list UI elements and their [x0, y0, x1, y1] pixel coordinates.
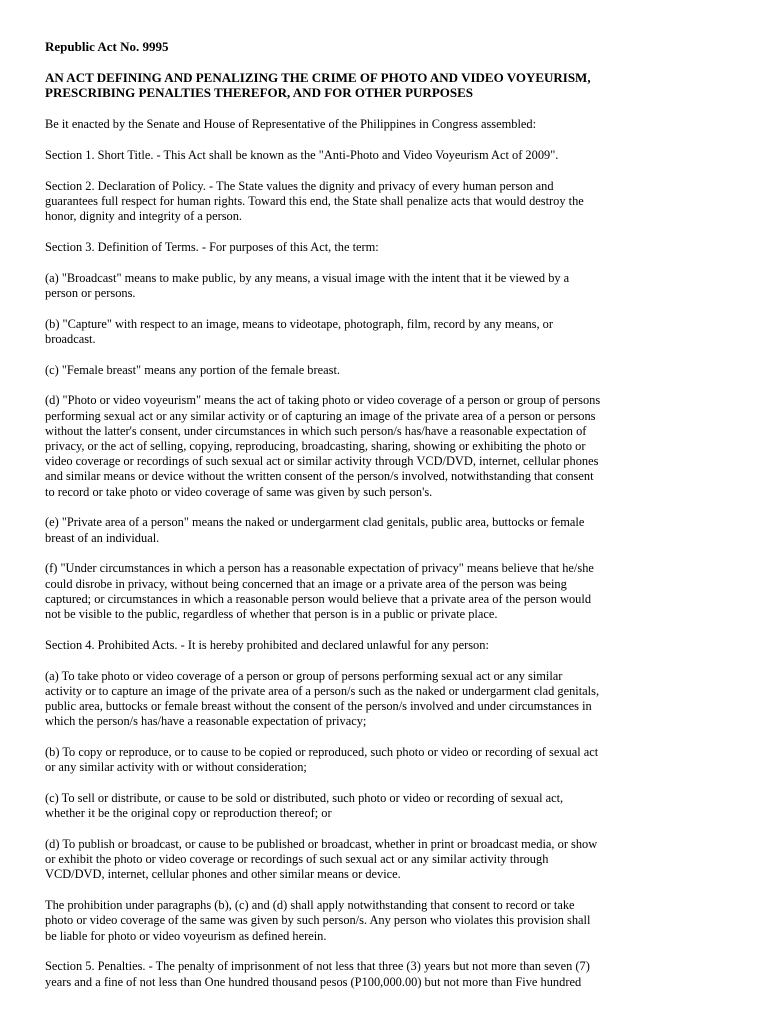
section-2-declaration-of-policy: Section 2. Declaration of Policy. - The State values the dignity and privacy of every human person and guarantees full respect for human rights. Toward this end, the State shall penalize acts that would destroy the honor, dignity and integrity of a person. — [45, 178, 584, 223]
document-title: Republic Act No. 9995 — [45, 39, 169, 54]
prohibited-act-c: (c) To sell or distribute, or cause to be sold or distributed, such photo or video or recording of sexual act, whether it be the original copy or reproduction thereof; or — [45, 791, 564, 821]
document-heading: AN ACT DEFINING AND PENALIZING THE CRIME OF PHOTO AND VIDEO VOYEURISM, PRESCRIBING PENALTIES THEREFOR, AND FOR OTHER PURPOSES — [45, 70, 591, 100]
prohibition-applicability: The prohibition under paragraphs (b), (c) and (d) shall apply notwithstanding that consent to record or take photo or video coverage of the same was given by such person/s. Any person who violates this provision shall be liable for photo or video voyeurism as defined herein. — [45, 898, 591, 943]
definition-c-female-breast: (c) "Female breast" means any portion of the female breast. — [45, 362, 340, 377]
definition-f-expectation-of-privacy: (f) "Under circumstances in which a person has a reasonable expectation of privacy" means believe that he/she could disrobe in privacy, without being concerned that an image or a private area of the person was being captured; or circumstances in which a reasonable person would believe that a private area of the person would not be visible to the public, regardless of whether that person is in a public or private place. — [45, 561, 594, 622]
section-1-short-title: Section 1. Short Title. - This Act shall be known as the "Anti-Photo and Video Voyeurism Act of 2009". — [45, 147, 559, 162]
enacting-clause: Be it enacted by the Senate and House of Representative of the Philippines in Congress assembled: — [45, 117, 537, 131]
definition-b-capture: (b) "Capture" with respect to an image, means to videotape, photograph, film, record by any means, or broadcast. — [45, 316, 553, 346]
prohibited-act-b: (b) To copy or reproduce, or to cause to be copied or reproduced, such photo or video or recording of sexual act or any similar activity with or without consideration; — [45, 745, 599, 775]
prohibited-act-a: (a) To take photo or video coverage of a person or group of persons performing sexual act or any similar activity or to capture an image of the private area of a person/s such as the naked or undergarment clad genitals, public area, buttocks or female breast without the consent of the person/s involved and under circumstances in which the person/s has/have a reasonable expectation of privacy; — [45, 668, 600, 729]
definition-a-broadcast: (a) "Broadcast" means to make public, by any means, a visual image with the intent that it be viewed by a person or persons. — [45, 270, 570, 300]
section-4-prohibited-acts: Section 4. Prohibited Acts. - It is hereby prohibited and declared unlawful for any person: — [45, 637, 489, 652]
document-page — [45, 39, 730, 1005]
definition-d-photo-video-voyeurism: (d) "Photo or video voyeurism" means the act of taking photo or video coverage of a person or group of persons performing sexual act or any similar activity or of capturing an image of the private area of a person or persons without the latter's consent, under circumstances in which such person/s has/have a reasonable expectation of privacy, or the act of selling, copying, reproducing, broadcasting, sharing, showing or exhibiting the photo or video coverage or recordings of such sexual act or similar activity through VCD/DVD, internet, cellular phones and similar means or device without the written consent of the person/s involved, notwithstanding that consent to record or take photo or video coverage of same was given by such person's. — [45, 393, 601, 499]
definition-e-private-area: (e) "Private area of a person" means the naked or undergarment clad genitals, public area, buttocks or female breast of an individual. — [45, 515, 585, 545]
section-5-penalties: Section 5. Penalties. - The penalty of imprisonment of not less that three (3) years but not more than seven (7) years and a fine of not less than One hundred thousand pesos (P100,000.00) but not more than Five hundred — [45, 959, 590, 989]
prohibited-act-d: (d) To publish or broadcast, or cause to be published or broadcast, whether in print or broadcast media, or show or exhibit the photo or video coverage or recordings of such sexual act or any similar activity through VCD/DVD, internet, cellular phones and other similar means or device. — [45, 837, 598, 882]
section-3-definition-of-terms: Section 3. Definition of Terms. - For purposes of this Act, the term: — [45, 239, 379, 254]
